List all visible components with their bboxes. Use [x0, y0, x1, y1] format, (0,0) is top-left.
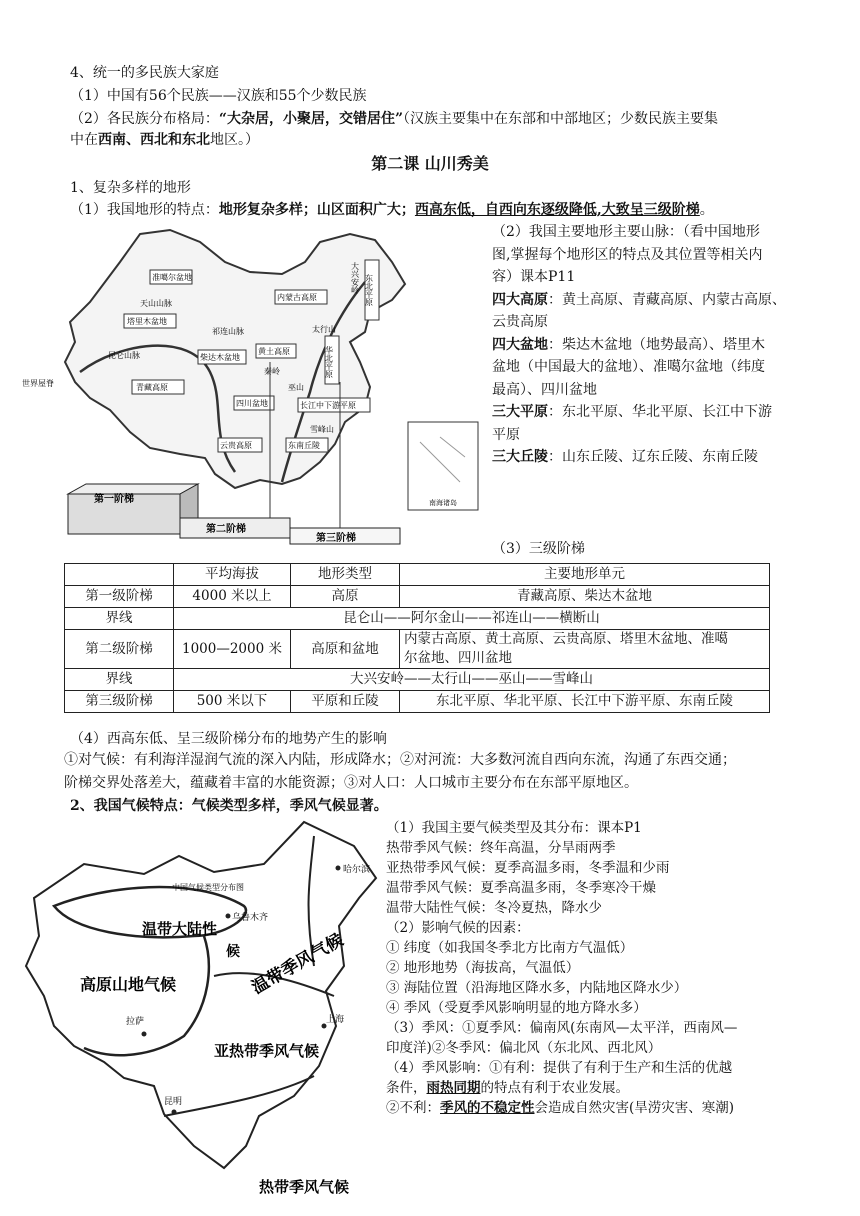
table-header-cell: 平均海拔	[174, 564, 291, 586]
table-cell: 界线	[65, 608, 174, 630]
impact-l2: 阶梯交界处落差大，蕴藏着丰富的水能资源；③对人口：人口城市主要分布在东部平原地区。	[64, 775, 638, 791]
climate-heading	[70, 796, 388, 816]
step1-label: 第一阶梯	[94, 494, 134, 505]
label-yangtze: 长江中下游平原	[300, 401, 356, 410]
plateaus	[492, 289, 792, 312]
sec4-p2-cont-a: 中在	[70, 132, 98, 148]
basins-l3: 最高）、四川盆地	[492, 381, 597, 398]
table-cell: 4000 米以上	[174, 586, 291, 608]
label-ne-plain: 东北平原	[364, 274, 374, 306]
hills-label: 三大丘陵	[492, 449, 548, 465]
basins-l2: 盆地（中国最大的盆地）、准噶尔盆地（纬度	[492, 359, 765, 375]
steps-heading: （3）三级阶梯	[492, 541, 585, 557]
climate-map-title: 中国气候类型分布图	[172, 883, 244, 892]
basins	[492, 334, 792, 357]
mountains-l3: 容）课本P11	[492, 269, 576, 285]
climate-line	[386, 1098, 796, 1118]
sec4-p2-cont-bold: 西南、西北和东北	[98, 132, 210, 148]
inset-label: 南海诸岛	[429, 499, 457, 507]
label-se-hills: 东南丘陵	[288, 441, 320, 450]
steps-table	[64, 563, 770, 713]
table-row	[65, 564, 770, 586]
climate-line: 温带季风气候：夏季高温多雨，冬季寒冷干燥	[386, 880, 656, 896]
plateaus-text: ：黄土高原、青藏高原、内蒙古高原、	[548, 291, 786, 308]
climate-line: ② 地形地势（海拔高，气温低）	[386, 960, 580, 976]
basins-text: ：柴达木盆地（地势最高）、塔里木	[548, 336, 765, 353]
climate-l14-bold: 雨热同期	[426, 1080, 481, 1096]
label-qaidam: 柴达木盆地	[200, 353, 240, 362]
city-kunming: 昆明	[164, 1097, 183, 1107]
climate-line	[386, 1078, 796, 1098]
label-sichuan: 四川盆地	[236, 399, 268, 408]
sec4-p2-cont	[70, 130, 259, 150]
label-taihang: 太行山	[312, 325, 336, 334]
climate-l14-c: 的特点有利于农业发展。	[480, 1080, 629, 1096]
climate-heading-b: 气候类型多样，季风气候显著。	[191, 798, 388, 814]
label-roof: 世界屋脊	[22, 379, 54, 388]
climate-line: （4）季风影响：①有利：提供了有利于生产和生活的优越	[386, 1060, 733, 1076]
table-header-cell: 主要地形单元	[400, 564, 770, 586]
label-junggar: 准噶尔盆地	[152, 273, 192, 282]
climate-map	[14, 816, 384, 1202]
basins-label: 四大盆地	[492, 336, 548, 353]
climate-heading-a: 2、我国气候特点：	[70, 798, 192, 814]
climate-line: （2）影响气候的因素：	[386, 920, 530, 936]
terrain-p1-bold1: 地形复杂多样；山区面积广大；	[218, 202, 415, 218]
climate-line: （1）我国主要气候类型及其分布：课本P1	[386, 820, 642, 836]
climate-line: 热带季风气候：终年高温，分旱雨两季	[386, 840, 616, 856]
label-qtplateau: 青藏高原	[136, 383, 168, 392]
lesson-title: 第二课 山川秀美	[371, 154, 489, 173]
terrain-map	[20, 222, 490, 558]
climate-l15-a: ②不利：	[386, 1100, 440, 1116]
climate-l15-bold: 季风的不稳定性	[440, 1100, 535, 1116]
label-temperate-continental-b: 候	[226, 944, 240, 960]
climate-line: 印度洋)②冬季风：偏北风（东北风、西北风）	[386, 1040, 662, 1056]
climate-line: ③ 海陆位置（沿海地区降水多，内陆地区降水少）	[386, 980, 688, 996]
plateaus-label: 四大高原	[492, 291, 548, 308]
climate-china-outline	[26, 822, 376, 1168]
table-row	[65, 586, 770, 608]
sec4-p2-cont-b: 地区。）	[210, 132, 259, 148]
table-header-cell	[65, 564, 174, 586]
label-tianshan: 天山山脉	[140, 299, 172, 308]
table-cell: 高原	[291, 586, 400, 608]
table-cell-line: 尔盆地、四川盆地	[404, 650, 512, 666]
table-cell: 平原和丘陵	[291, 691, 400, 713]
table-cell: 东北平原、华北平原、长江中下游平原、东南丘陵	[400, 691, 770, 713]
label-qilian: 祁连山脉	[212, 327, 244, 336]
climate-line: 亚热带季风气候：夏季高温多雨，冬季温和少雨	[386, 860, 670, 876]
table-cell: 大兴安岭——太行山——巫山——雪峰山	[174, 669, 770, 691]
climate-line: ① 纬度（如我国冬季北方比南方气温低）	[386, 940, 634, 956]
sec4-heading: 4、统一的多民族大家庭	[70, 65, 219, 81]
label-yungui: 云贵高原	[220, 441, 252, 450]
table-row	[65, 630, 770, 669]
mountains-l2: 图,掌握每个地形区的特点及其位置等相关内	[492, 246, 763, 263]
table-cell: 界线	[65, 669, 174, 691]
terrain-heading: 1、复杂多样的地形	[70, 180, 191, 196]
climate-line: ④ 季风（受夏季风影响明显的地方降水多）	[386, 1000, 647, 1016]
table-cell: 500 米以下	[174, 691, 291, 713]
climate-l14-a: 条件，	[386, 1080, 427, 1096]
label-qinling: 秦岭	[264, 367, 280, 376]
city-shanghai: 上海	[326, 1015, 345, 1025]
climate-line: 温带大陆性气候：冬冷夏热，降水少	[386, 900, 602, 916]
label-loess: 黄土高原	[258, 347, 290, 356]
sec4-p2-note: （汉族主要集中在东部和中部地区；少数民族主要集	[403, 111, 719, 127]
climate-line: （3）季风：①夏季风：偏南风(东南风—太平洋，西南风—	[386, 1020, 738, 1036]
city-harbin: 哈尔滨	[343, 865, 371, 875]
table-cell: 青藏高原、柴达木盆地	[400, 586, 770, 608]
step2-label: 第二阶梯	[206, 524, 246, 535]
terrain-p1-end: 。	[699, 202, 714, 218]
label-nc-plain: 华北平原	[324, 346, 334, 378]
table-cell: 高原和盆地	[291, 630, 400, 669]
table-cell	[400, 630, 770, 669]
plateaus-l2: 云贵高原	[492, 314, 548, 330]
table-cell: 1000—2000 米	[174, 630, 291, 669]
terrain-p1-a: （1）我国地形的特点：	[70, 202, 219, 218]
city-lhasa: 拉萨	[126, 1017, 145, 1027]
climate-right-column	[386, 818, 796, 1118]
label-inner-mongolia: 内蒙古高原	[277, 293, 317, 302]
mountains-l1: （2）我国主要地形主要山脉：（看中国地形	[492, 224, 760, 240]
table-row	[65, 669, 770, 691]
hills-text: ：山东丘陵、辽东丘陵、东南丘陵	[548, 449, 758, 465]
sec4-p2-bold: “大杂居，小聚居，交错居住”	[218, 111, 404, 127]
table-cell: 第二级阶梯	[65, 630, 174, 669]
climate-l15-c: 会造成自然灾害(旱涝灾害、寒潮)	[534, 1100, 735, 1116]
table-cell: 昆仑山——阿尔金山——祁连山——横断山	[174, 608, 770, 630]
step3-label: 第三阶梯	[316, 533, 356, 544]
plains-text: ：东北平原、华北平原、长江中下游	[548, 404, 772, 420]
label-wushan: 巫山	[288, 383, 304, 392]
table-row	[65, 608, 770, 630]
label-xuefeng: 雪峰山	[310, 425, 334, 434]
label-daxinganling: 大兴安岭	[350, 262, 360, 294]
plains	[492, 401, 792, 424]
terrain-p1-bold2: 西高东低，自西向东逐级降低,大致呈三级阶梯	[414, 202, 700, 218]
label-tropical: 热带季风气候	[259, 1178, 350, 1196]
table-cell-line: 内蒙古高原、黄土高原、云贵高原、塔里木盆地、准噶	[404, 631, 728, 647]
table-header-cell: 地形类型	[291, 564, 400, 586]
terrain-right-column	[492, 221, 792, 469]
label-tarim: 塔里木盆地	[127, 317, 167, 326]
sec4-p2	[70, 109, 718, 129]
plains-l2: 平原	[492, 426, 520, 443]
table-cell: 第三级阶梯	[65, 691, 174, 713]
impact-heading: （4）西高东低、呈三级阶梯分布的地势产生的影响	[70, 731, 387, 747]
city-urumqi: 乌鲁木齐	[232, 913, 269, 923]
label-temperate-monsoon: 温带季风气候	[248, 930, 347, 999]
sec4-p2-text: （2）各民族分布格局：	[70, 111, 219, 127]
plains-label: 三大平原	[492, 404, 548, 420]
label-plateau: 高原山地气候	[80, 975, 177, 994]
label-temperate-continental: 温带大陆性	[142, 920, 218, 938]
table-row	[65, 691, 770, 713]
label-kunlun: 昆仑山脉	[108, 351, 140, 360]
table-cell: 第一级阶梯	[65, 586, 174, 608]
label-subtropical: 亚热带季风气候	[214, 1042, 320, 1060]
terrain-p1	[70, 200, 714, 220]
impact-l1: ①对气候：有利海洋湿润气流的深入内陆，形成降水；②对河流：大多数河流自西向东流，沟通了东西交通；	[64, 752, 736, 768]
sec4-p1: （1）中国有56个民族——汉族和55个少数民族	[70, 88, 367, 104]
hills	[492, 446, 792, 469]
